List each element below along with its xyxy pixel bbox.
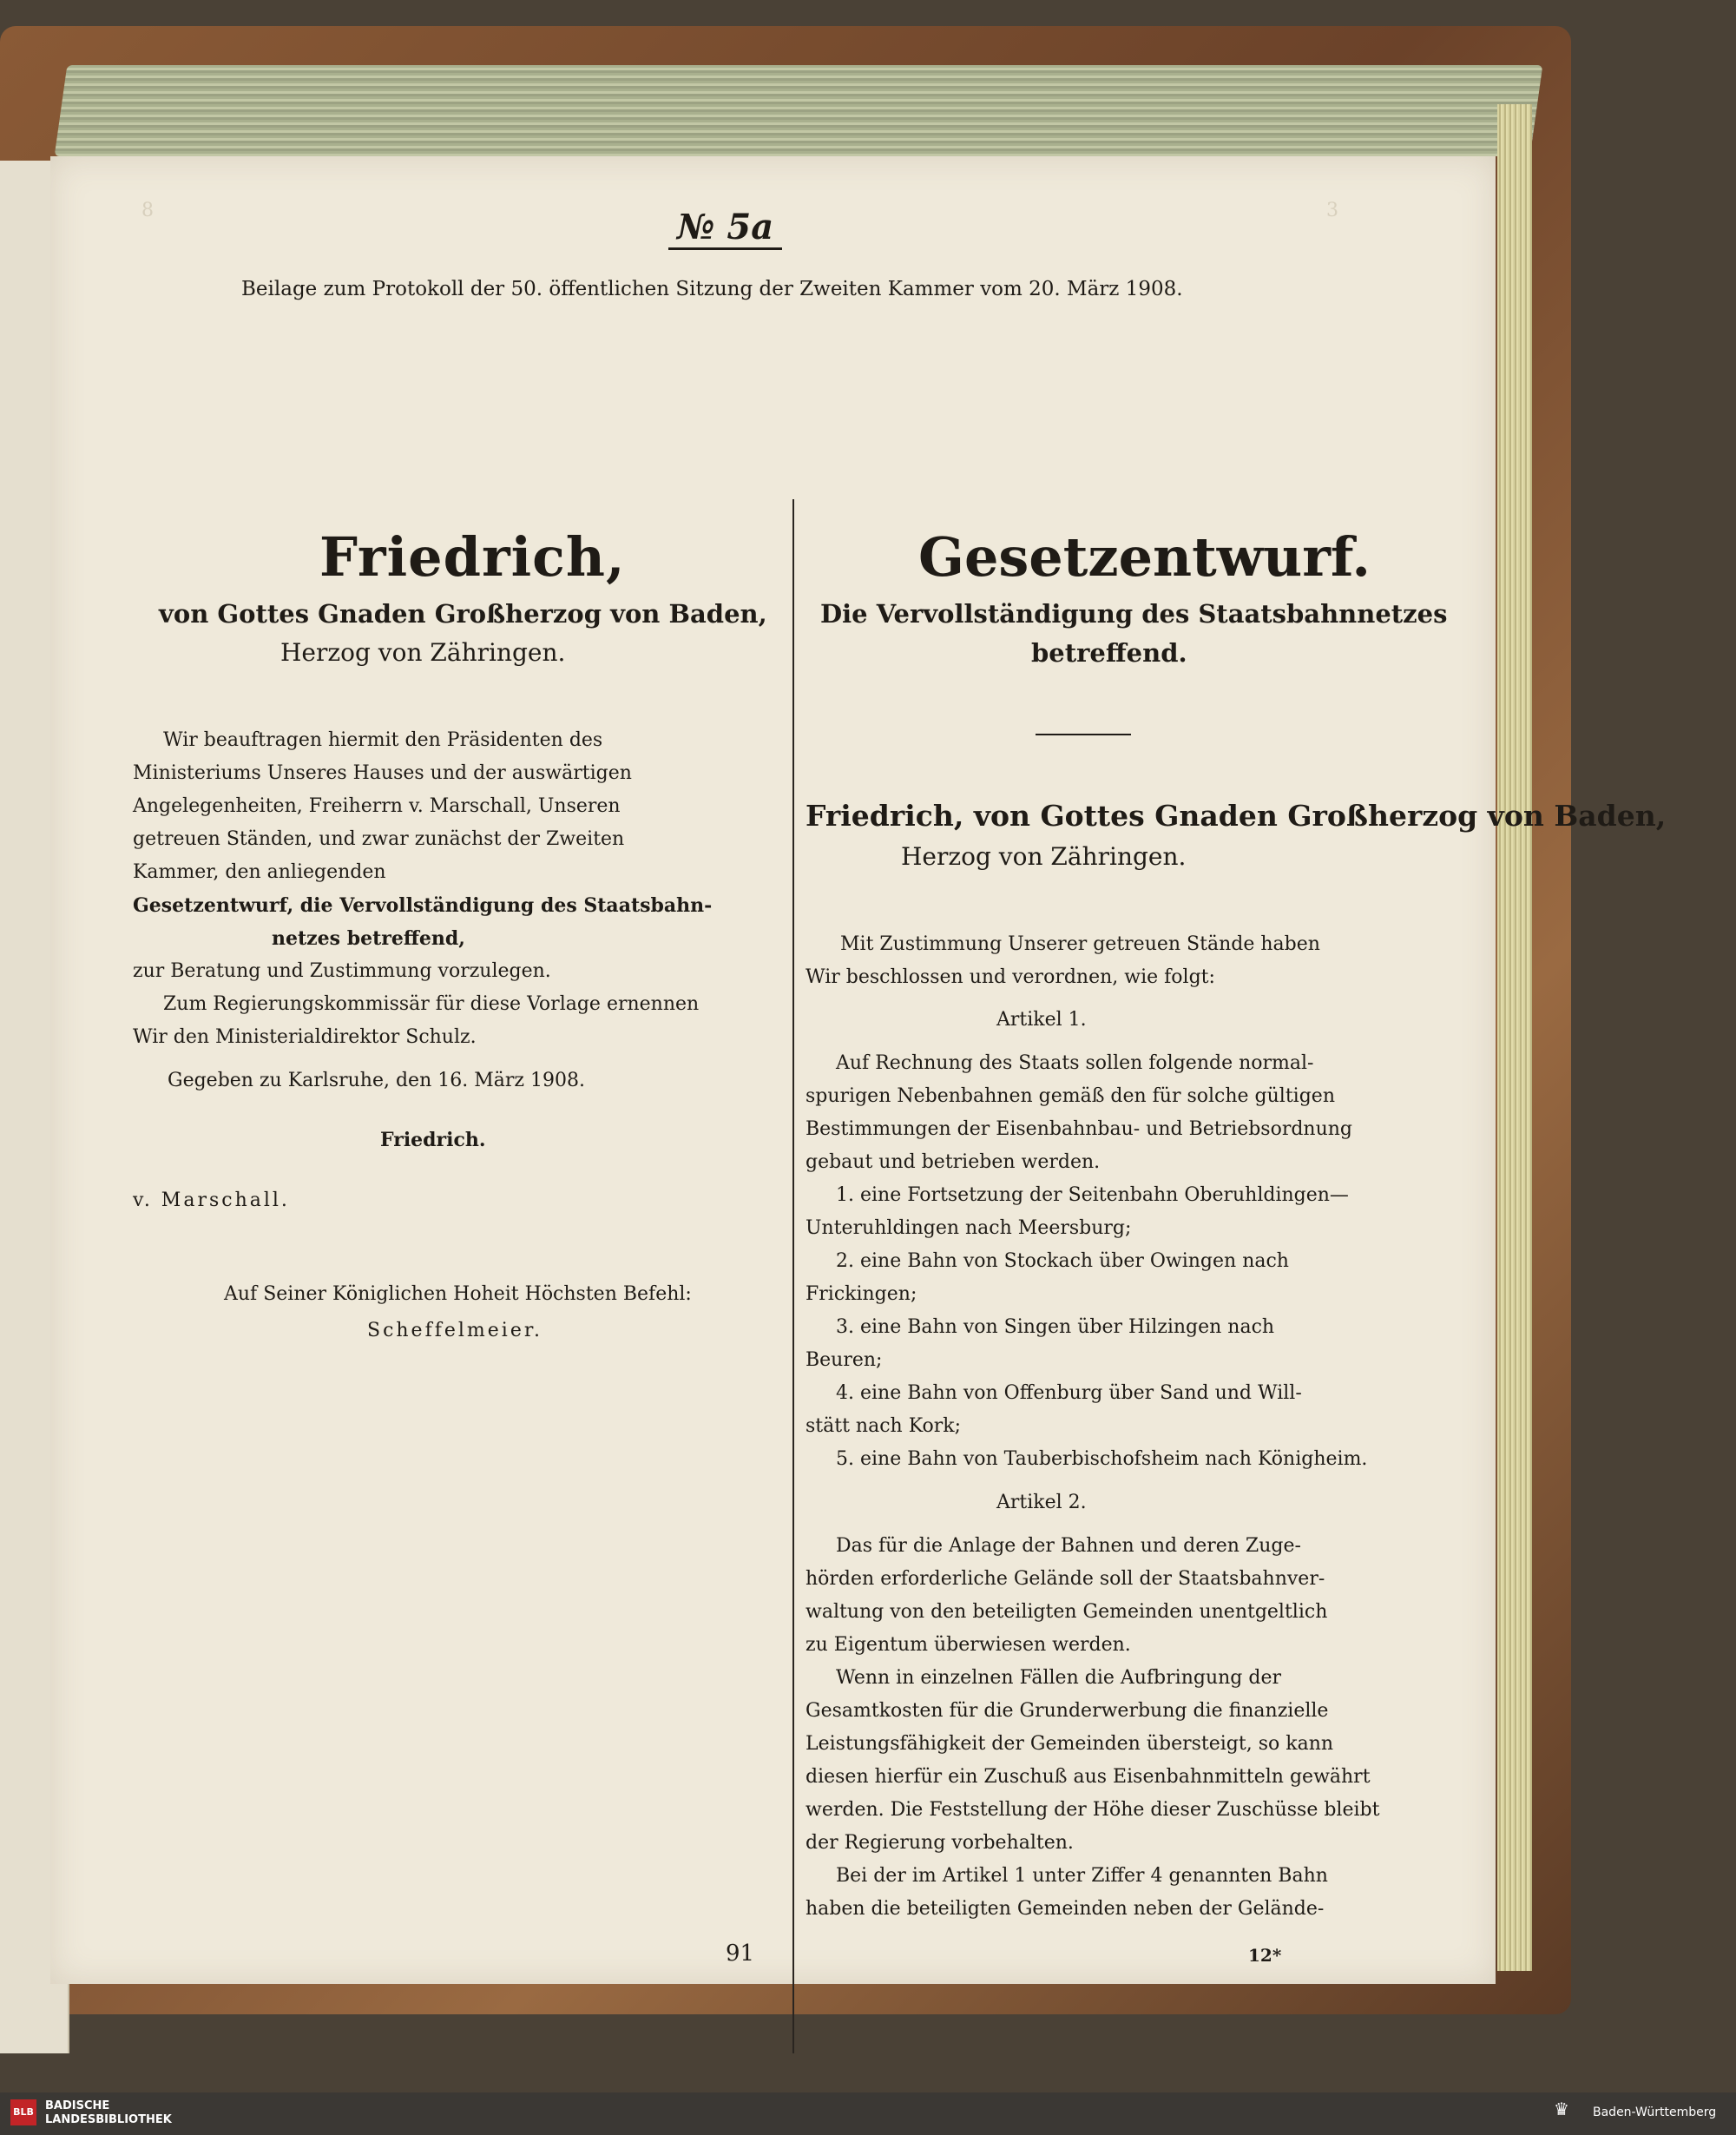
kommissaer-line-2: Wir den Ministerialdirektor Schulz. bbox=[133, 1026, 477, 1048]
intro-line-2: Wir beschlossen und verordnen, wie folgt: bbox=[806, 966, 1215, 988]
right-title: Gesetzentwurf. bbox=[918, 525, 1371, 589]
short-rule bbox=[1036, 734, 1131, 735]
artikel-2-line: diesen hierfür ein Zuschuß aus Eisenbahnmitteln gewährt bbox=[806, 1766, 1371, 1788]
column-divider bbox=[792, 499, 794, 2053]
library-name bbox=[45, 2099, 172, 2127]
document-number: № 5a bbox=[668, 207, 782, 250]
artikel-1-line: 4. eine Bahn von Offenburg über Sand und Will- bbox=[836, 1382, 1302, 1404]
artikel-2-line: hörden erforderliche Gelände soll der Staatsbahnver- bbox=[806, 1568, 1325, 1590]
left-subtitle-2: Herzog von Zähringen. bbox=[280, 638, 566, 667]
artikel-1-line: Beuren; bbox=[806, 1349, 883, 1371]
brand-label[interactable]: Baden-Württemberg bbox=[1593, 2105, 1717, 2119]
artikel-2-line: zu Eigentum überwiesen werden. bbox=[806, 1634, 1131, 1656]
library-name-line: LANDESBIBLIOTHEK bbox=[45, 2113, 172, 2126]
artikel-2-line: Bei der im Artikel 1 unter Ziffer 4 genannten Bahn bbox=[836, 1865, 1328, 1887]
page-number: 91 bbox=[726, 1941, 755, 1967]
artikel-2-line: Leistungsfähigkeit der Gemeinden übersteigt, so kann bbox=[806, 1733, 1334, 1755]
artikel-1-line: stätt nach Kork; bbox=[806, 1415, 962, 1437]
paragraph-line: Ministeriums Unseres Hauses und der auswärtigen bbox=[133, 762, 632, 784]
gesetzentwurf-line-2: netzes betreffend, bbox=[272, 927, 465, 950]
artikel-1-line: Unteruhldingen nach Meersburg; bbox=[806, 1217, 1132, 1239]
artikel-1-heading: Artikel 1. bbox=[996, 1009, 1087, 1031]
right-heading: Friedrich, von Gottes Gnaden Großherzog von Baden, bbox=[806, 799, 1667, 833]
left-title: Friedrich, bbox=[319, 525, 626, 589]
intro-line: Mit Zustimmung Unserer getreuen Stände haben bbox=[840, 933, 1320, 955]
artikel-2-line: der Regierung vorbehalten. bbox=[806, 1832, 1074, 1854]
artikel-2-line: haben die beteiligten Gemeinden neben der Gelände- bbox=[806, 1898, 1325, 1920]
artikel-1-line: 1. eine Fortsetzung der Seitenbahn Oberuhldingen— bbox=[836, 1184, 1349, 1206]
bleed-mark: 8 bbox=[141, 200, 154, 221]
paragraph-line: Kammer, den anliegenden bbox=[133, 861, 386, 883]
coat-of-arms-icon: ♛ bbox=[1554, 2099, 1569, 2119]
right-subtitle: Die Vervollständigung des Staatsbahnnetzes bbox=[820, 599, 1448, 629]
paragraph-line: Wir beauftragen hiermit den Präsidenten des bbox=[163, 729, 603, 751]
beratung-line: zur Beratung und Zustimmung vorzulegen. bbox=[133, 960, 551, 982]
gesetzentwurf-line: Gesetzentwurf, die Vervollständigung des Staatsbahn- bbox=[133, 894, 713, 917]
artikel-1-line: 2. eine Bahn von Stockach über Owingen nach bbox=[836, 1250, 1289, 1272]
left-subtitle: von Gottes Gnaden Großherzog von Baden, bbox=[159, 599, 767, 629]
paragraph-line: getreuen Ständen, und zwar zunächst der Zweiten bbox=[133, 828, 625, 850]
paragraph-line: Angelegenheiten, Freiherrn v. Marschall, Unseren bbox=[133, 795, 621, 817]
artikel-2-heading: Artikel 2. bbox=[996, 1492, 1087, 1513]
document-page bbox=[50, 156, 1667, 1984]
signature-marschall: v. Marschall. bbox=[133, 1189, 290, 1211]
signature-scheffelmeier: Scheffelmeier. bbox=[367, 1320, 542, 1341]
viewer-footer-bar bbox=[0, 2092, 1736, 2135]
artikel-2-line: werden. Die Feststellung der Höhe dieser Zuschüsse bleibt bbox=[806, 1799, 1380, 1821]
kommissaer-line: Zum Regierungskommissär für diese Vorlage ernennen bbox=[163, 993, 700, 1015]
right-subtitle-2: betreffend. bbox=[1031, 638, 1187, 668]
artikel-2-line: Das für die Anlage der Bahnen und deren Zuge- bbox=[836, 1535, 1301, 1557]
right-heading-2: Herzog von Zähringen. bbox=[901, 842, 1187, 871]
artikel-1-line: gebaut und betrieben werden. bbox=[806, 1151, 1101, 1173]
artikel-1-line: Auf Rechnung des Staats sollen folgende normal- bbox=[836, 1052, 1314, 1074]
artikel-2-line: Wenn in einzelnen Fällen die Aufbringung der bbox=[836, 1667, 1281, 1689]
signature-friedrich: Friedrich. bbox=[380, 1129, 486, 1151]
beilage-line: Beilage zum Protokoll der 50. öffentlichen Sitzung der Zweiten Kammer vom 20. März 1908. bbox=[241, 278, 1183, 300]
gegeben-line: Gegeben zu Karlsruhe, den 16. März 1908. bbox=[168, 1070, 585, 1091]
artikel-2-line: Gesamtkosten für die Grunderwerbung die finanzielle bbox=[806, 1700, 1329, 1722]
artikel-2-line: waltung von den beteiligten Gemeinden unentgeltlich bbox=[806, 1601, 1328, 1623]
befehl-line: Auf Seiner Königlichen Hoheit Höchsten Befehl: bbox=[224, 1283, 692, 1305]
page-edges-top bbox=[55, 65, 1543, 156]
artikel-1-line: Bestimmungen der Eisenbahnbau- und Betriebsordnung bbox=[806, 1118, 1353, 1140]
artikel-1-line: 3. eine Bahn von Singen über Hilzingen nach bbox=[836, 1316, 1275, 1338]
bleed-mark: 3 bbox=[1326, 200, 1338, 221]
library-name-line: BADISCHE bbox=[45, 2099, 110, 2112]
artikel-1-line: 5. eine Bahn von Tauberbischofsheim nach Königheim. bbox=[836, 1448, 1368, 1470]
blb-logo[interactable]: BLB bbox=[10, 2099, 36, 2125]
artikel-1-line: Frickingen; bbox=[806, 1283, 917, 1305]
page-edges-right bbox=[1497, 104, 1532, 1971]
artikel-1-line: spurigen Nebenbahnen gemäß den für solche gültigen bbox=[806, 1085, 1335, 1107]
signature-mark: 12* bbox=[1248, 1945, 1282, 1966]
